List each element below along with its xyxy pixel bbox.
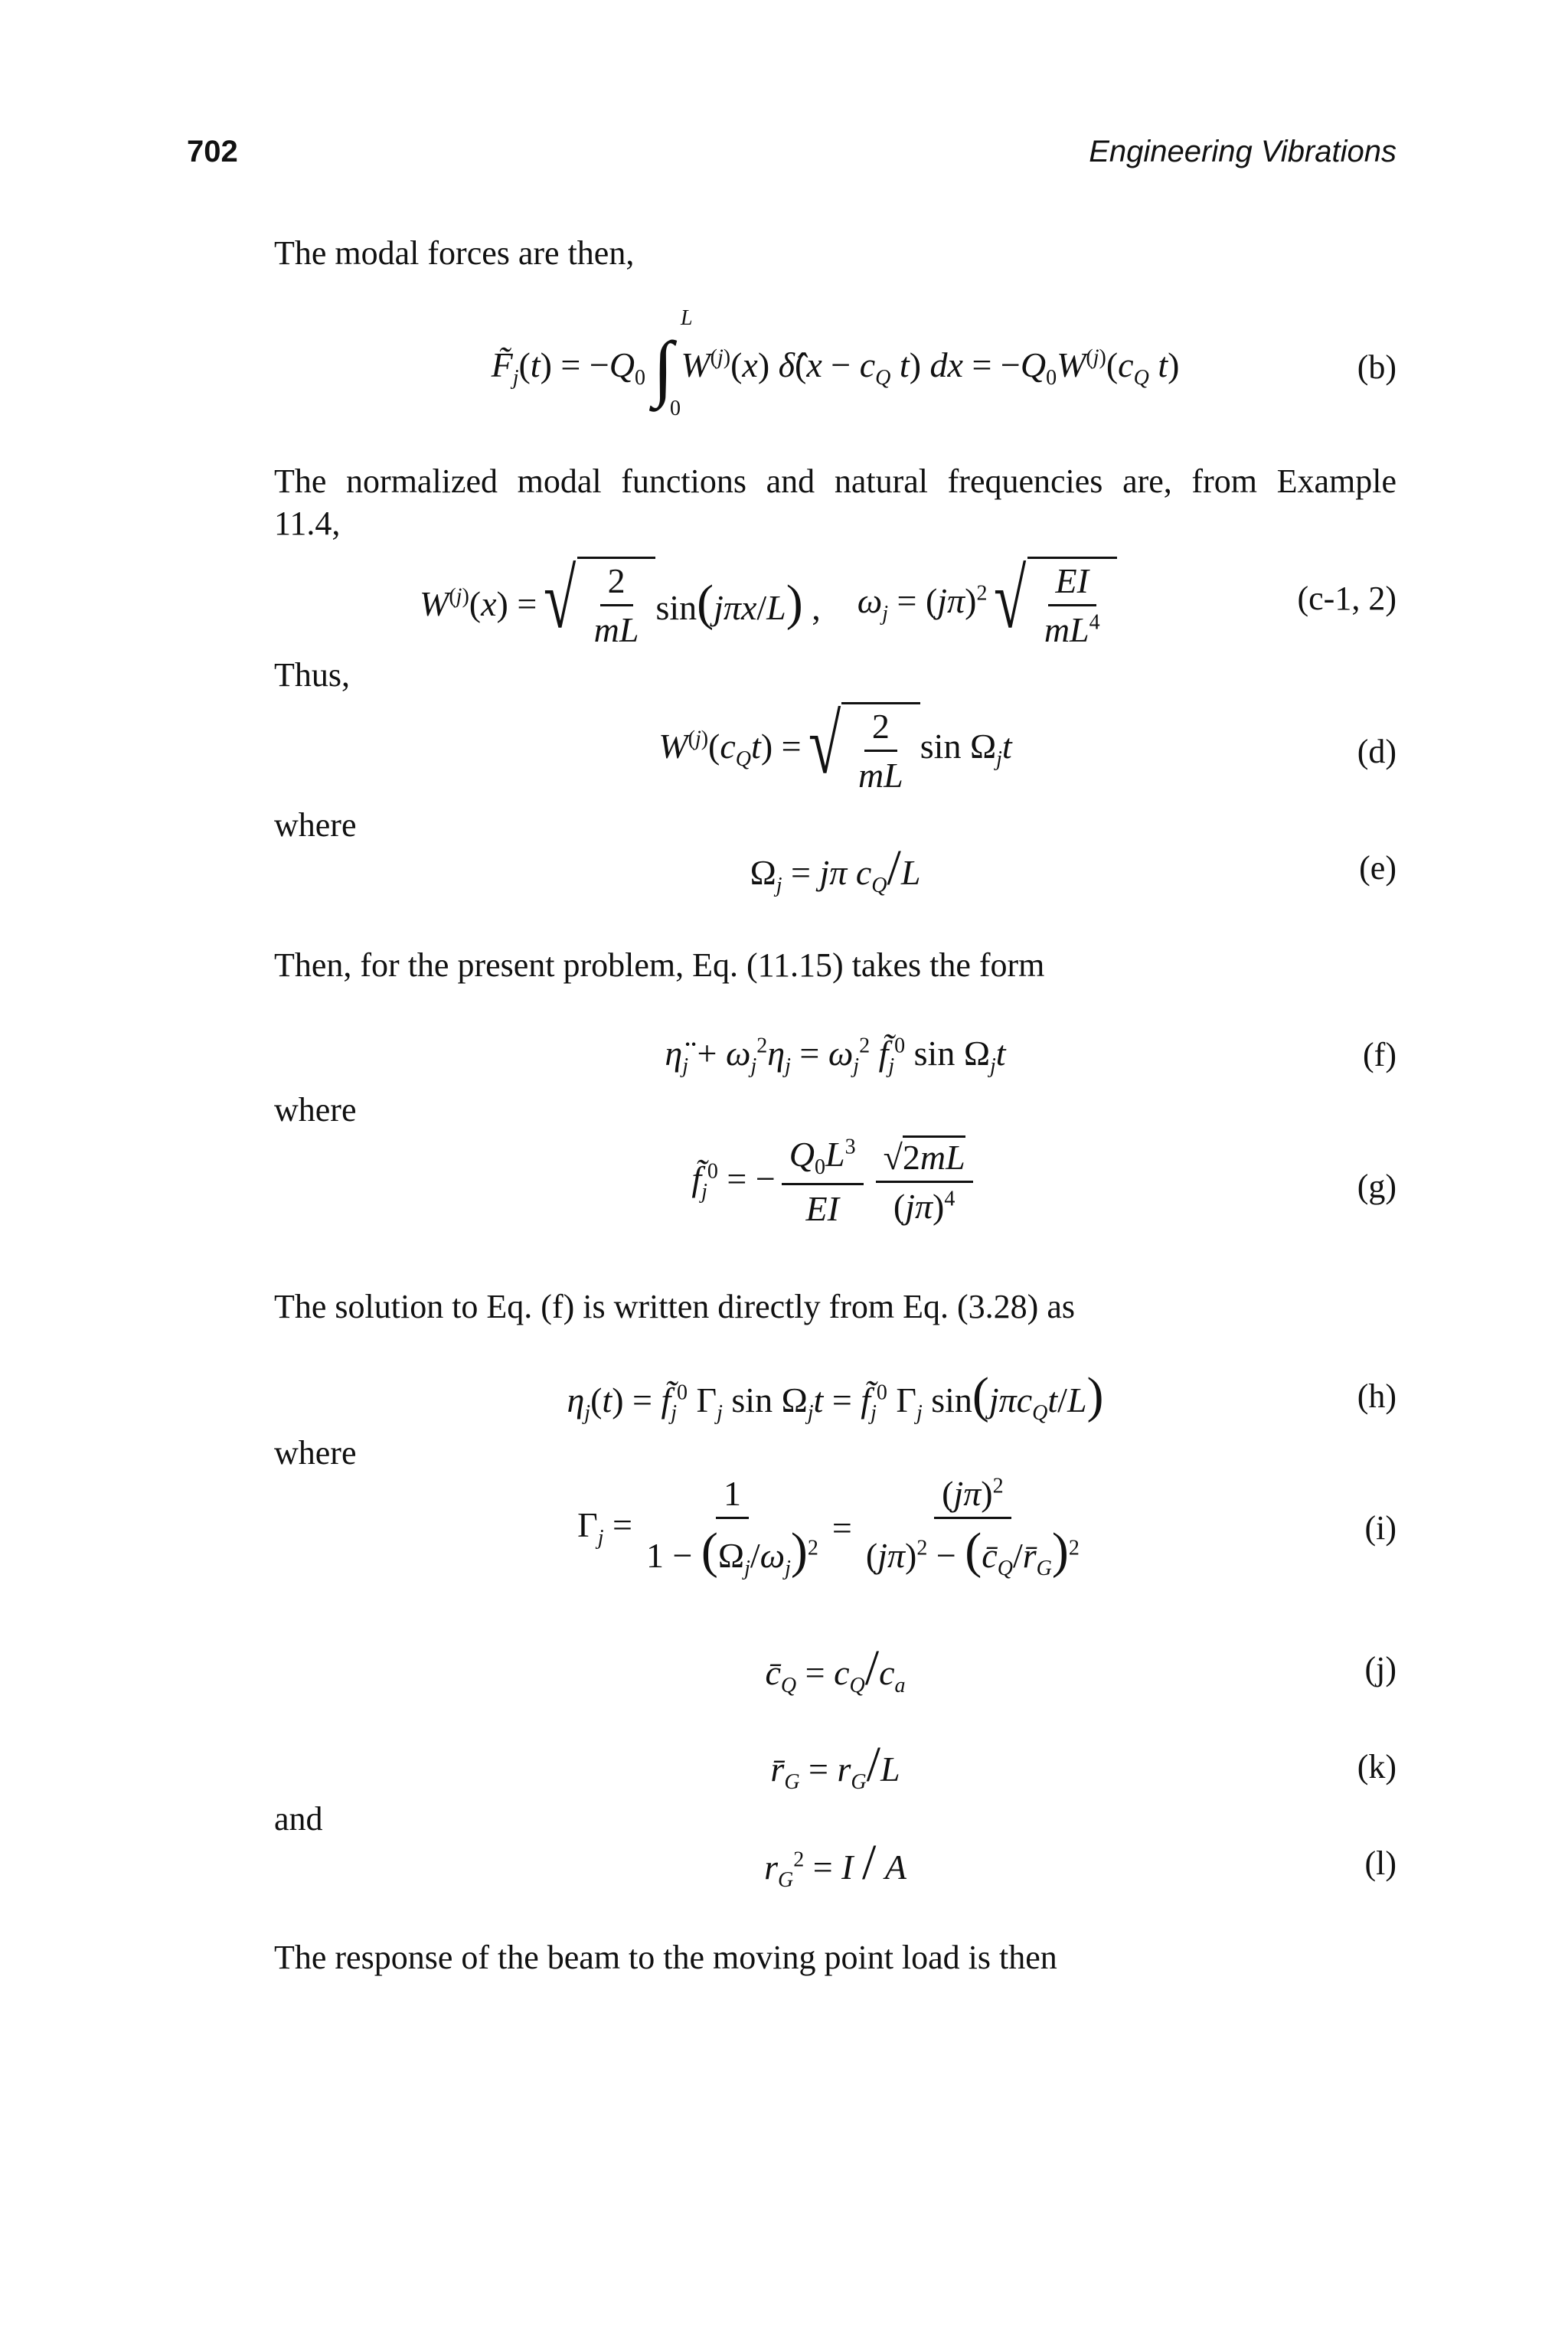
- word-where-3: where: [274, 1434, 357, 1472]
- word-thus: Thus,: [274, 656, 350, 694]
- equation-i: $\Gamma_j$ = $\frac{1}{1 - (\Omega_j/\omega_j)^2}$ = $\frac{(j\pi)^2}{(j\pi)^2 - (c̄_Q/r̄_G)^2}$: [577, 1474, 1080, 1581]
- equation-l: $r_G^2 = I / A$: [764, 1834, 906, 1893]
- equation-tag-g: (g): [1357, 1168, 1396, 1205]
- equation-tag-b: (b): [1357, 348, 1396, 386]
- equation-tag-h: (h): [1357, 1377, 1396, 1415]
- equation-k: $r̄_G = r_G/L$: [770, 1736, 900, 1795]
- equation-tag-l: (l): [1364, 1844, 1396, 1882]
- equation-tag-d: (d): [1357, 733, 1396, 770]
- equation-tag-c: (c-1, 2): [1297, 580, 1396, 617]
- equation-tag-f: (f): [1363, 1036, 1396, 1073]
- running-title: Engineering Vibrations: [1089, 135, 1396, 168]
- paragraph-response: The response of the beam to the moving point load is then: [274, 1939, 1057, 1976]
- paragraph-present-problem: Then, for the present problem, Eq. (11.15) takes the form: [274, 946, 1045, 984]
- page-number: 702: [187, 135, 238, 168]
- equation-b: $F̃_j(t) = -Q_0$ ∫ L 0 $W^{(j)}(x)$ δ̂(x − $c_Q$ t) dx = $-Q_0W^{(j)}(c_Q$ t): [491, 306, 1180, 420]
- word-and: and: [274, 1800, 323, 1838]
- equation-g: $f̃_j^0$ = − $\frac{Q_0L^3}{EI}$ $\frac{√2mL}{(j\pi)^4}$: [274, 1132, 1396, 1231]
- word-where-2: where: [274, 1091, 357, 1129]
- equation-tag-i: (i): [1364, 1509, 1396, 1547]
- equation-j: $c̄_Q = c_Q/c_a$: [765, 1640, 906, 1698]
- paragraph-solution: The solution to Eq. (f) is written directly from Eq. (3.28) as: [274, 1288, 1075, 1325]
- equation-tag-k: (k): [1357, 1748, 1396, 1785]
- equation-c: $W^{(j)}(x)$ = √ $\frac{2}{mL}$ sin(jπx/L) , $\omega_j = (j\pi)^2$ √ $\frac{EI}{mL^4}$: [274, 550, 1396, 657]
- equation-h: $\eta_j(t)$ = $f̃_j^0$ $\Gamma_j$ $\sin \Omega_jt$ = $f̃_j^0$ $\Gamma_j$ sin(jπc$_Q$t/L): [567, 1367, 1104, 1426]
- equation-d: $W^{(j)}(c_Qt)$ = √ $\frac{2}{mL}$ $\sin \Omega_jt$: [658, 698, 1012, 795]
- equation-e: $\Omega_j = j\pi$ $c_Q/L$: [750, 840, 921, 898]
- paragraph-modal-forces: The modal forces are then,: [274, 234, 635, 272]
- equation-f: $\etä_j + \omega_j^2\eta_j = \omega_j^2$ $f̃_j^0$ $\sin \Omega_jt$: [665, 1033, 1006, 1079]
- word-where-1: where: [274, 806, 357, 844]
- equation-tag-j: (j): [1364, 1650, 1396, 1687]
- equation-tag-e: (e): [1359, 849, 1396, 887]
- paragraph-normalized-modal: The normalized modal functions and natural frequencies are, from Example: [274, 462, 1396, 500]
- paragraph-example-ref: 11.4,: [274, 505, 341, 542]
